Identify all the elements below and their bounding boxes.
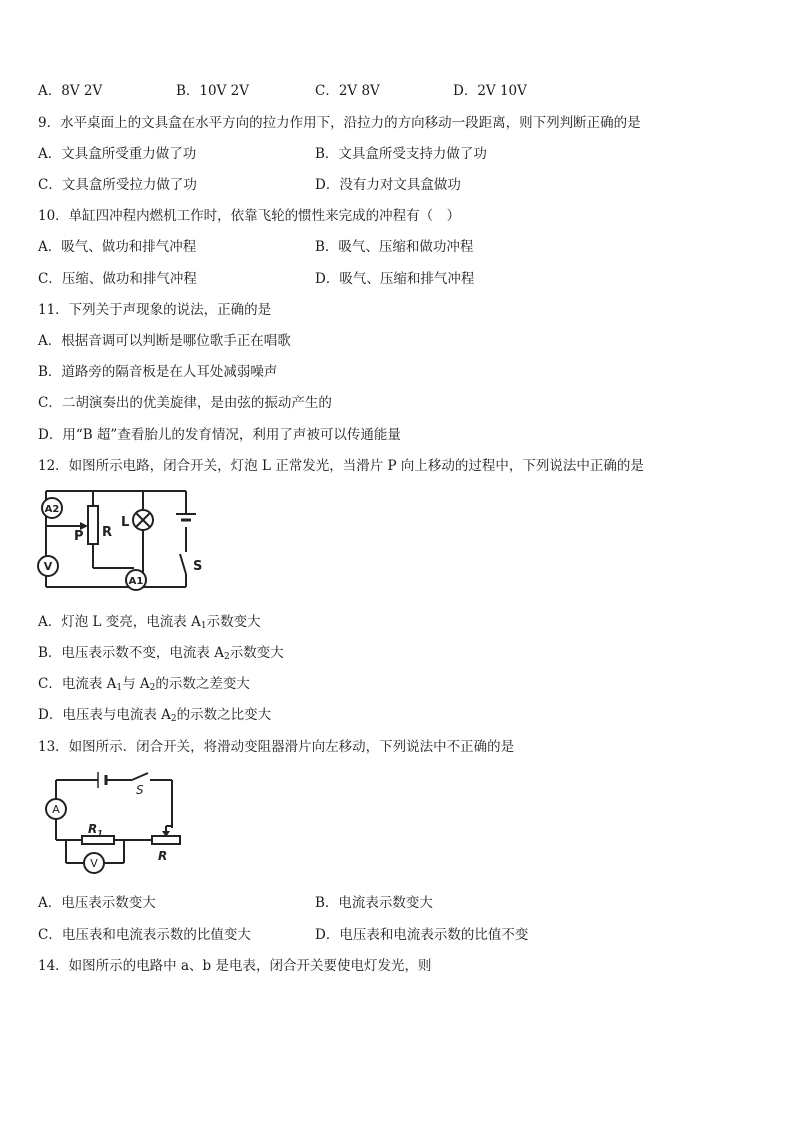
q12-label-a2: A2 (44, 504, 60, 515)
q12-option-b: B．电压表示数不变，电流表 $A_2$示数变大 (38, 645, 284, 662)
q10-option-d: D．吸气、压缩和排气冲程 (315, 271, 475, 287)
q14-stem: 14．如图所示的电路中 a、b 是电表，闭合开关要使电灯发光，则 (38, 958, 432, 974)
q11-option-d: D．用“B 超”查看胎儿的发育情况，利用了声被可以传通能量 (38, 427, 401, 443)
q9-option-c: C．文具盒所受拉力做了功 (38, 177, 197, 193)
q13-label-a: A (52, 803, 60, 816)
q9-option-a: A．文具盒所受重力做了功 (38, 146, 197, 162)
q12-label-r: R (102, 525, 113, 540)
q12-option-d: D．电压表与电流表 $A_2$的示数之比变大 (38, 707, 272, 724)
q8-option-a: A．8V 2V (38, 83, 103, 99)
q13-option-b: B．电流表示数变大 (315, 895, 433, 911)
q13-label-s: S (136, 783, 144, 797)
q8-option-d: D．2V 10V (453, 83, 527, 99)
q10-stem: 10．单缸四冲程内燃机工作时，依靠飞轮的惯性来完成的冲程有（ ） (38, 208, 461, 224)
q13-label-v: V (90, 857, 98, 870)
q13-stem: 13．如图所示．闭合开关，将滑动变阻器滑片向左移动，下列说法中不正确的是 (38, 739, 515, 755)
q13-option-a: A．电压表示数变大 (38, 895, 156, 911)
q12-label-v: V (43, 560, 53, 573)
q12-circuit-diagram (36, 484, 206, 594)
q13-circuit-diagram (40, 770, 185, 878)
q11-option-c: C．二胡演奏出的优美旋律，是由弦的振动产生的 (38, 395, 332, 411)
q11-stem: 11．下列关于声现象的说法，正确的是 (38, 302, 272, 318)
q12-option-a: A．灯泡 L 变亮，电流表 $A_1$示数变大 (38, 614, 261, 631)
q8-option-b: B．10V 2V (176, 83, 249, 99)
q10-option-a: A．吸气、做功和排气冲程 (38, 239, 197, 255)
q12-label-a1: A1 (128, 576, 144, 587)
q12-label-s: S (193, 559, 203, 574)
q11-option-a: A．根据音调可以判断是哪位歌手正在唱歌 (38, 333, 291, 349)
q12-label-l: L (121, 515, 130, 530)
q11-option-b: B．道路旁的隔音板是在人耳处减弱噪声 (38, 364, 278, 380)
q10-option-c: C．压缩、做功和排气冲程 (38, 271, 197, 287)
q9-stem: 9．水平桌面上的文具盒在水平方向的拉力作用下，沿拉力的方向移动一段距离，则下列判断正确的是 (38, 115, 641, 131)
q9-option-b: B．文具盒所受支持力做了功 (315, 146, 487, 162)
q9-option-d: D．没有力对文具盒做功 (315, 177, 461, 193)
q10-option-b: B．吸气、压缩和做功冲程 (315, 239, 474, 255)
q13-label-r: R (158, 849, 168, 863)
q12-option-c: C．电流表 $A_1$与 $A_2$的示数之差变大 (38, 676, 250, 693)
q13-option-d: D．电压表和电流表示数的比值不变 (315, 927, 529, 943)
q8-option-c: C．2V 8V (315, 83, 380, 99)
q8-options (38, 82, 527, 100)
q12-label-p: P (74, 529, 84, 544)
q12-stem: 12．如图所示电路，闭合开关，灯泡 L 正常发光，当滑片 P 向上移动的过程中，下列说法中正确的是 (38, 458, 644, 474)
q13-label-r1: $R_1$ (88, 822, 103, 838)
q13-option-c: C．电压表和电流表示数的比值变大 (38, 927, 251, 943)
